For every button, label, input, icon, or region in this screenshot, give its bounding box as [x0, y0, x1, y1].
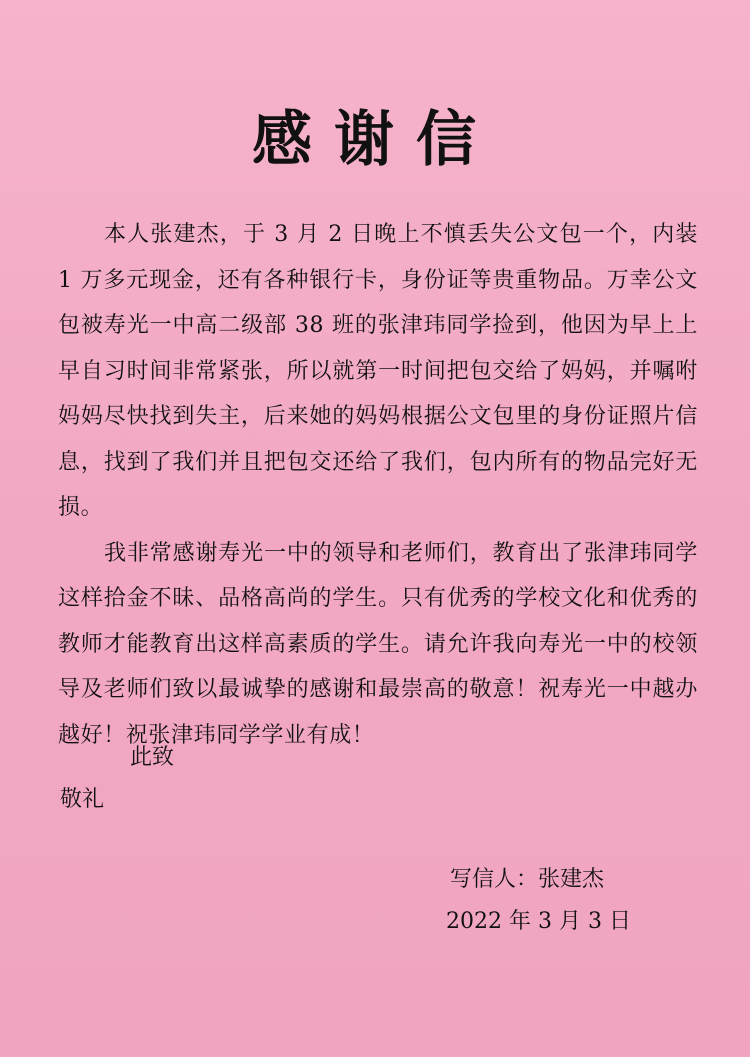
letter-paragraph-2: 我非常感谢寿光一中的领导和老师们，教育出了张津玮同学这样拾金不昧、品格高尚的学生。只有优秀的学校文化和优秀的教师才能教育出这样高素质的学生。请允许我向寿光一中的校领导及老师们致以最诚挚的感谢和最崇高的敬意！祝寿光一中越办越好！祝张津玮同学学业有成！: [58, 540, 698, 748]
letter-date: 2022 年 3 月 3 日: [446, 909, 631, 934]
letter-signer: 写信人：张建杰: [450, 867, 605, 892]
closing-salutation: 此致: [130, 745, 175, 770]
letter-paragraph-1: 本人张建杰，于 3 月 2 日晚上不慎丢失公文包一个，内装 1 万多元现金，还有各种银行卡，身份证等贵重物品。万幸公文包被寿光一中高二级部 38 班的张津玮同学捡到，他因为早上上早自习时间非常紧张，所以就第一时间把包交给了妈妈，并嘱咐妈妈尽快找到失主，后来她的妈妈根据公文包里的身份证照片信息，找到了我们并且把包交还给了我们，包内所有的物品完好无损。: [58, 222, 698, 520]
closing-respect: 敬礼: [60, 787, 105, 812]
letter-body: [58, 212, 698, 758]
letter-title: 感谢信: [252, 105, 498, 175]
